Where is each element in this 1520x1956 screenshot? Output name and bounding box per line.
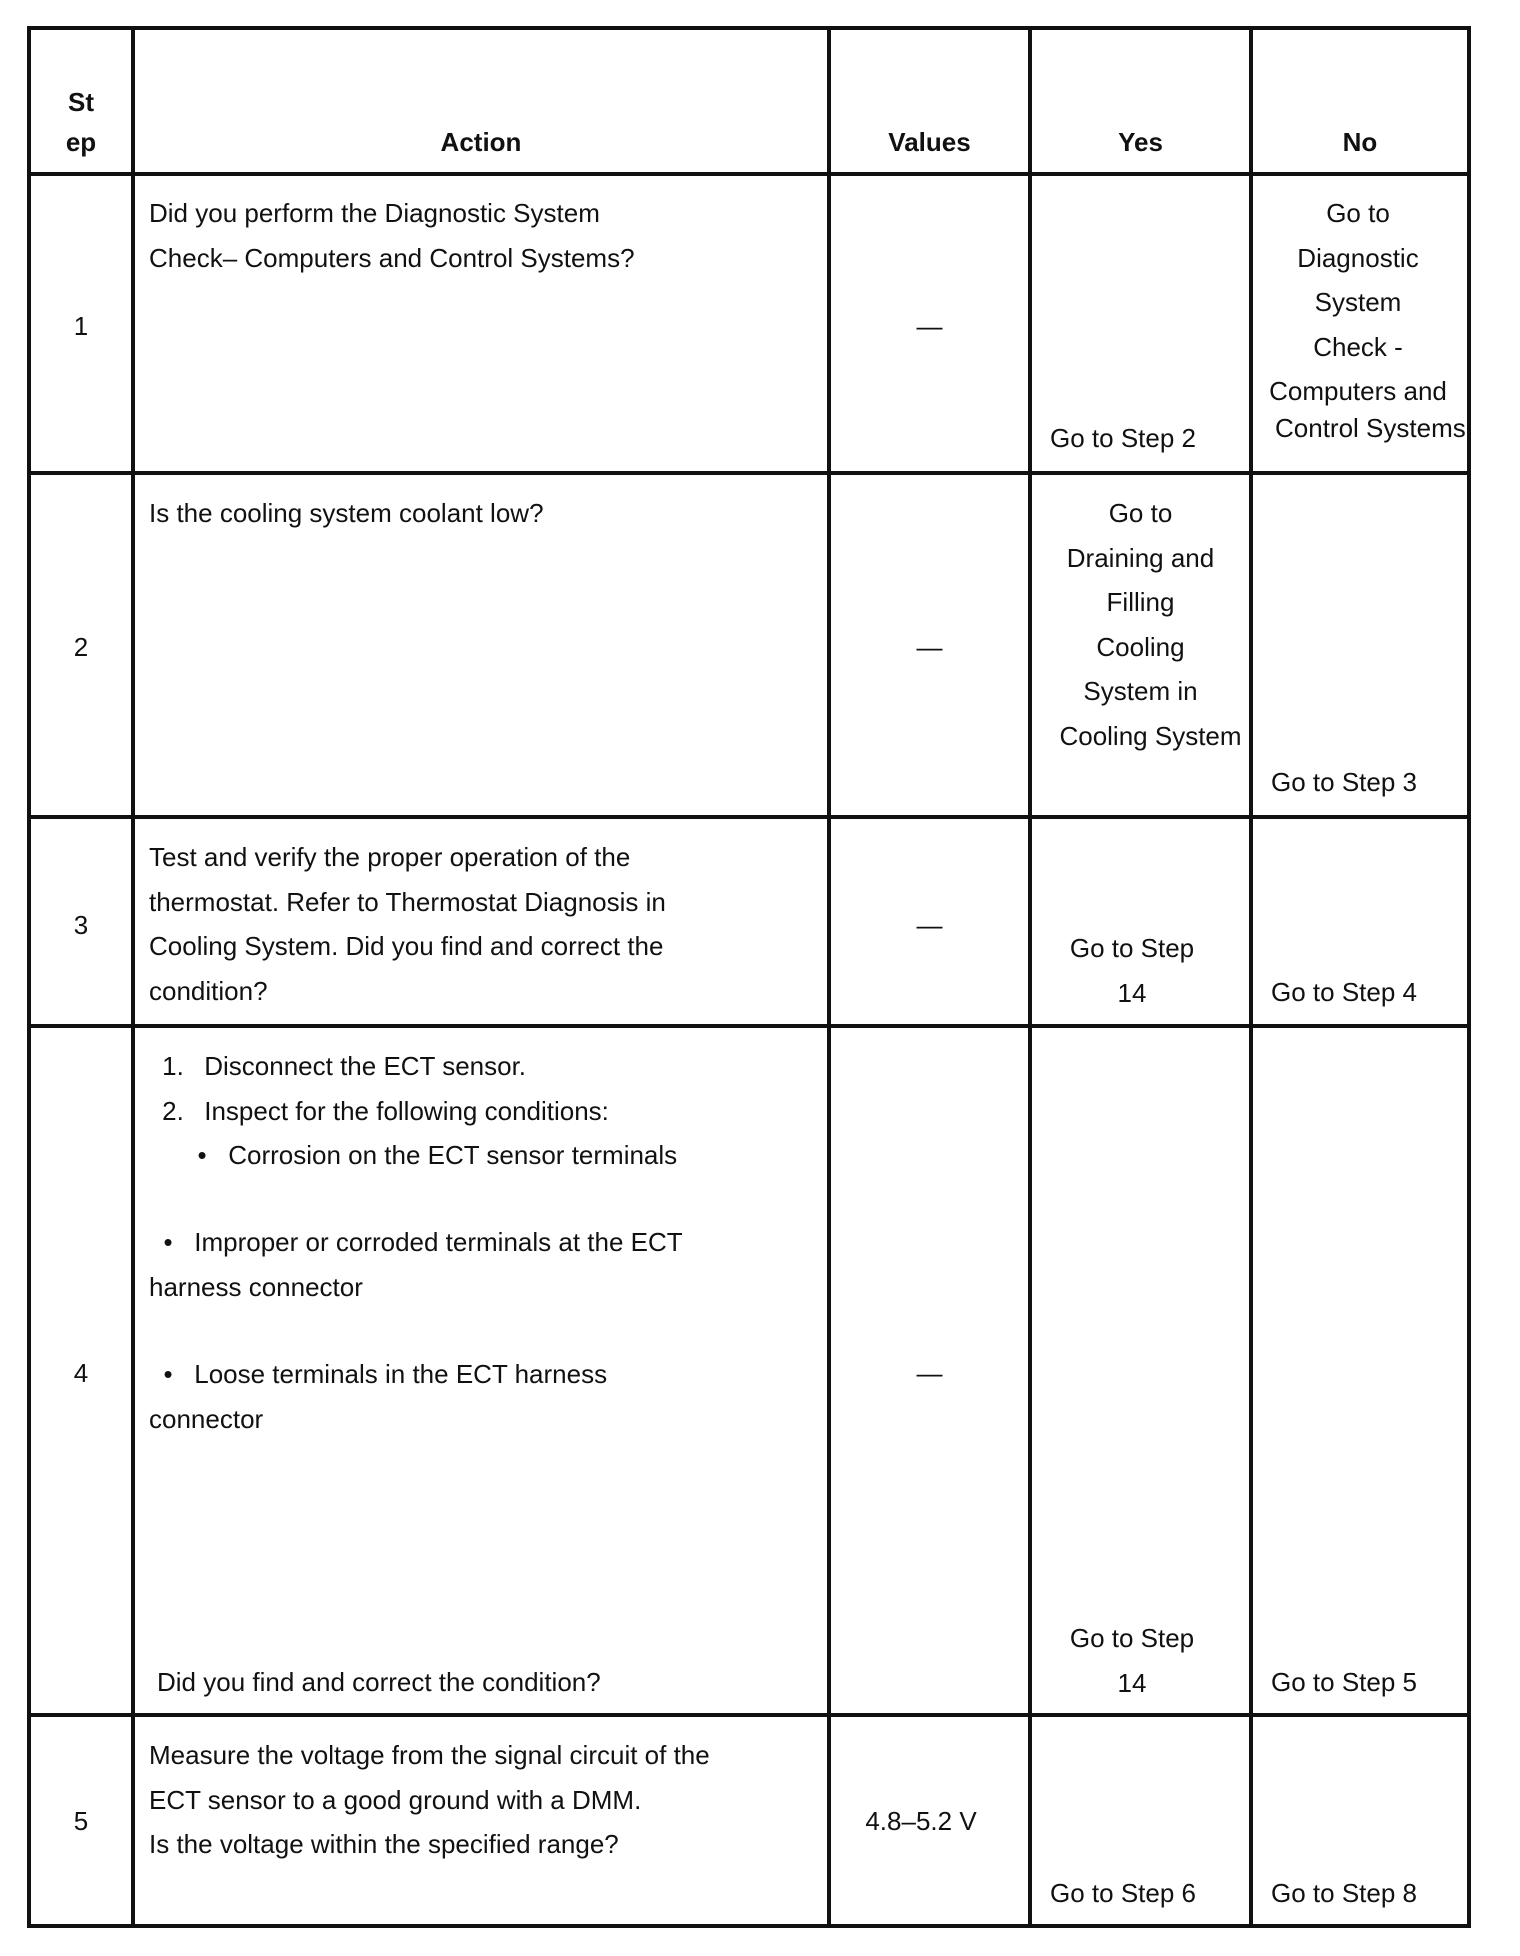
yes-line: Cooling System xyxy=(1059,720,1242,751)
yes-line: 14 xyxy=(1117,977,1147,1008)
action-item xyxy=(149,1220,683,1309)
no-text: Go to Step 3 xyxy=(1271,767,1417,797)
column-divider xyxy=(131,26,135,1928)
action-line: Is the cooling system coolant low? xyxy=(149,498,544,528)
yes-text xyxy=(1032,1616,1232,1705)
header-step-line2: ep xyxy=(65,127,97,157)
action-line: Test and verify the proper operation of the xyxy=(149,842,631,872)
no-line: Control Systems xyxy=(1275,412,1466,443)
value-text: — xyxy=(916,1358,943,1388)
action-text xyxy=(149,491,544,536)
value-text: — xyxy=(916,632,943,662)
step-number: 1 xyxy=(73,311,89,341)
bullet-icon: • xyxy=(163,1227,173,1257)
no-text xyxy=(1253,191,1466,450)
step-number: 3 xyxy=(73,910,89,940)
action-text xyxy=(149,1733,710,1867)
action-item xyxy=(149,1044,677,1178)
step-number: 5 xyxy=(73,1806,89,1836)
action-line: ECT sensor to a good ground with a DMM. xyxy=(149,1784,642,1815)
yes-text xyxy=(1032,491,1249,758)
no-line: Computers and xyxy=(1269,376,1447,406)
yes-text: Go to Step 6 xyxy=(1050,1878,1196,1908)
step-number: 4 xyxy=(73,1358,89,1388)
action-text xyxy=(149,191,635,280)
no-line: Check - xyxy=(1313,331,1403,362)
bullet-icon: • xyxy=(197,1140,207,1170)
header-yes: Yes xyxy=(1118,127,1163,157)
yes-line: Go to Step xyxy=(1069,933,1195,963)
yes-line: Go to xyxy=(1108,498,1173,528)
header-no: No xyxy=(1342,127,1378,157)
no-text: Go to Step 8 xyxy=(1271,1878,1417,1908)
header-step xyxy=(31,82,131,162)
action-text xyxy=(149,835,666,1013)
item-text: Inspect for the following conditions: xyxy=(204,1095,609,1126)
action-line: Did you perform the Diagnostic System xyxy=(149,198,600,228)
no-line: Diagnostic xyxy=(1297,242,1419,273)
item-text: Loose terminals in the ECT harness xyxy=(194,1359,608,1389)
action-item xyxy=(149,1352,607,1441)
yes-line: Go to Step xyxy=(1069,1623,1195,1653)
header-values: Values xyxy=(888,127,971,157)
item-text: harness connector xyxy=(149,1271,363,1302)
step-number: 2 xyxy=(73,632,89,662)
item-text: Disconnect the ECT sensor. xyxy=(204,1051,527,1081)
no-text: Go to Step 4 xyxy=(1271,977,1417,1007)
no-text: Go to Step 5 xyxy=(1271,1667,1417,1697)
action-line: Cooling System. Did you find and correct the xyxy=(149,931,664,961)
action-line: thermostat. Refer to Thermostat Diagnosis in xyxy=(149,886,666,917)
value-text: — xyxy=(916,910,943,940)
action-question: Did you find and correct the condition? xyxy=(157,1667,601,1697)
yes-text: Go to Step 2 xyxy=(1050,423,1196,453)
item-text: Corrosion on the ECT sensor terminals xyxy=(228,1140,678,1170)
value-text: — xyxy=(916,311,943,341)
header-action: Action xyxy=(440,127,522,157)
bullet-icon: • xyxy=(163,1359,173,1389)
value-text: 4.8–5.2 V xyxy=(865,1806,977,1836)
action-line: Is the voltage within the specified range? xyxy=(149,1829,619,1859)
table-border-right xyxy=(1467,26,1471,1928)
item-text: connector xyxy=(149,1403,264,1434)
header-step-line1: St xyxy=(68,87,94,117)
no-line: Go to xyxy=(1326,198,1390,228)
item-number: 1. xyxy=(162,1051,184,1081)
yes-line: Cooling xyxy=(1096,631,1185,662)
action-line: Measure the voltage from the signal circuit of the xyxy=(149,1740,710,1770)
yes-line: System in xyxy=(1083,676,1198,706)
item-number: 2. xyxy=(162,1095,184,1126)
action-line: condition? xyxy=(149,975,268,1006)
yes-text xyxy=(1032,926,1232,1015)
yes-line: Draining and xyxy=(1066,542,1215,573)
item-text: Improper or corroded terminals at the ECT xyxy=(194,1227,683,1257)
yes-line: 14 xyxy=(1117,1667,1147,1698)
yes-line: Filling xyxy=(1106,587,1175,617)
no-line: System xyxy=(1314,287,1402,317)
action-line: Check– Computers and Control Systems? xyxy=(149,242,635,273)
